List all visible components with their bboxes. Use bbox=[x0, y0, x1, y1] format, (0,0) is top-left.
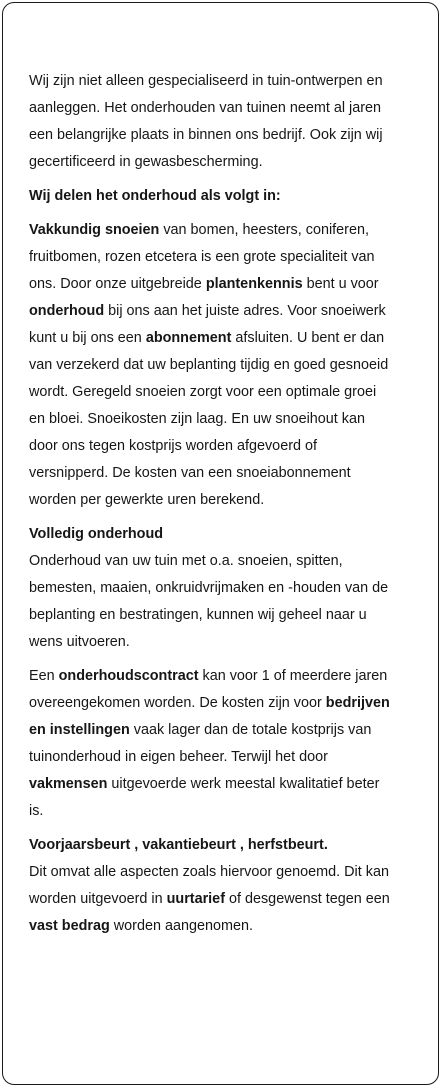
contract-text-2: kan voor 1 of meerdere jaren overeengekomen worden. De kosten zijn voor bbox=[29, 668, 388, 711]
pruning-bold-1: Vakkundig snoeien bbox=[29, 222, 160, 238]
pruning-bold-4: abonnement bbox=[145, 330, 232, 346]
contract-bold-1: onderhoudscontract bbox=[58, 668, 199, 684]
full-maintenance-heading: Volledig onderhoud bbox=[29, 526, 164, 542]
pruning-bold-3: onderhoud bbox=[29, 303, 105, 319]
seasonal-text-3: worden aangenomen. bbox=[109, 918, 253, 934]
contract-bold-2: bedrijven en instellingen bbox=[29, 695, 390, 738]
contract-text-4: uitgevoerde werk meestal kwalitatief beter is. bbox=[29, 776, 380, 819]
division-heading-text: Wij delen het onderhoud als volgt in: bbox=[29, 188, 281, 204]
article-body bbox=[29, 68, 391, 947]
contract-text-1: Een bbox=[29, 668, 59, 684]
intro-paragraph bbox=[29, 68, 391, 176]
full-maintenance-text: Onderhoud van uw tuin met o.a. snoeien, spitten, bemesten, maaien, onkruidvrijmaken en -houden van de beplanting en bestratingen, kunnen wij geheel naar u wens uitvoeren. bbox=[29, 553, 389, 650]
seasonal-bold-2: vast bedrag bbox=[29, 918, 110, 934]
division-heading bbox=[29, 183, 391, 210]
seasonal-paragraph bbox=[29, 832, 391, 940]
seasonal-bold-1: uurtarief bbox=[166, 891, 225, 907]
pruning-paragraph bbox=[29, 217, 391, 514]
full-maintenance-paragraph bbox=[29, 521, 391, 656]
seasonal-heading: Voorjaarsbeurt , vakantiebeurt , herfstbeurt. bbox=[29, 837, 328, 853]
pruning-text-1: van bomen, heesters, coniferen, fruitbomen, rozen etcetera is een grote specialiteit van ons. Door onze uitgebreide bbox=[29, 222, 375, 292]
pruning-text-3: bij ons aan het juiste adres. Voor snoeiwerk kunt u bij ons een bbox=[29, 303, 386, 346]
pruning-bold-2: plantenkennis bbox=[205, 276, 303, 292]
contract-text-3: vaak lager dan de totale kostprijs van tuinonderhoud in eigen beheer. Terwijl het door bbox=[29, 722, 372, 765]
contract-bold-3: vakmensen bbox=[29, 776, 108, 792]
pruning-text-4: afsluiten. U bent er dan van verzekerd dat uw beplanting tijdig en goed gesnoeid wordt. Geregeld snoeien zorgt voor een optimale groei en bloei. Snoeikosten zijn laag. En uw snoeihout kan door ons tegen kostprijs worden afgevoerd of versnipperd. De kosten van een snoeiabonnement worden per gewerkte uren berekend. bbox=[29, 330, 389, 508]
seasonal-text-1: Dit omvat alle aspecten zoals hiervoor genoemd. Dit kan worden uitgevoerd in bbox=[29, 864, 389, 907]
content-card bbox=[2, 2, 439, 1085]
pruning-text-2: bent u voor bbox=[302, 276, 379, 292]
contract-paragraph bbox=[29, 663, 391, 825]
intro-text: Wij zijn niet alleen gespecialiseerd in tuin-ontwerpen en aanleggen. Het onderhouden van tuinen neemt al jaren een belangrijke plaats in binnen ons bedrijf. Ook zijn wij gecertificeerd in gewasbescherming. bbox=[29, 73, 383, 170]
seasonal-text-2: of desgewenst tegen een bbox=[224, 891, 390, 907]
